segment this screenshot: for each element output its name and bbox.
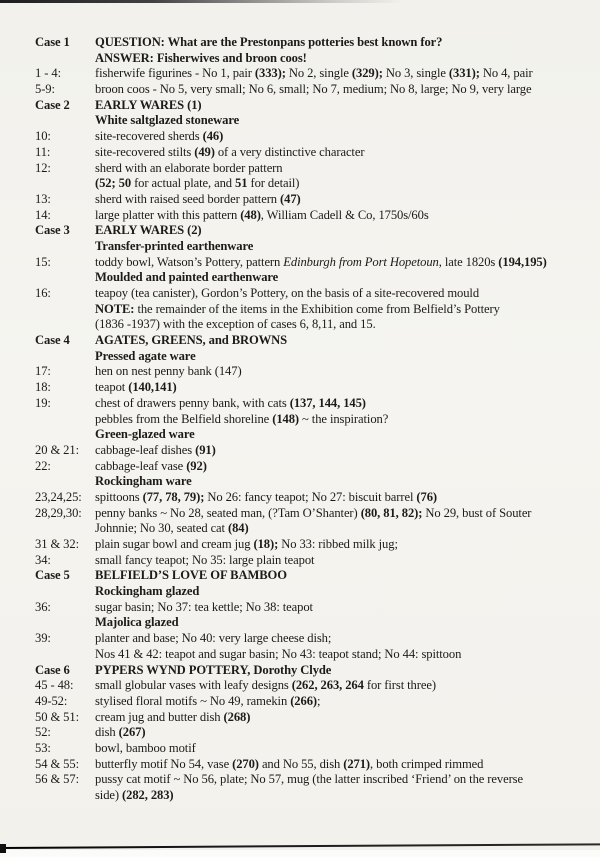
doc-line [0, 678, 600, 694]
item-text [95, 302, 600, 318]
text-segment: fisherwife figurines - No 1, pair [95, 66, 255, 81]
item-number-label: 45 - 48: [35, 678, 74, 693]
text-segment: spittoons [95, 489, 143, 504]
text-segment: small fancy teapot; No 35: large plain teapot [95, 552, 315, 567]
reference-number-bold: White saltglazed stoneware [95, 113, 240, 128]
item-text [95, 270, 600, 286]
item-text [95, 317, 600, 333]
item-text [95, 490, 600, 506]
doc-line [0, 490, 600, 506]
reference-number-bold: (92) [186, 458, 207, 473]
doc-line [0, 412, 600, 428]
doc-line [0, 663, 600, 679]
item-text [95, 694, 600, 710]
item-text [95, 349, 600, 365]
doc-line [0, 129, 600, 145]
item-number-label: 18: [35, 380, 51, 395]
item-text [95, 98, 600, 114]
text-segment: butterfly motif No 54, vase [95, 756, 233, 771]
reference-number-bold: (268) [223, 709, 251, 724]
item-number-label: 39: [35, 631, 51, 646]
reference-number-bold: (270) [232, 756, 259, 771]
item-text [95, 66, 600, 82]
item-number-label: 1 - 4: [35, 66, 61, 81]
item-number-label: 15: [35, 254, 51, 269]
item-number-label: 13: [35, 191, 51, 206]
item-text [95, 615, 600, 631]
reference-number-bold: (49) [194, 144, 215, 159]
reference-number-bold: (267) [118, 725, 146, 740]
scan-bottom-edge-line [0, 843, 600, 849]
item-number-label: 52: [35, 725, 51, 740]
item-number-label: 50 & 51: [35, 709, 79, 724]
text-segment: broon coos - No 5, very small; No 6, small; No 7, medium; No 8, large; No 9, very large [95, 82, 532, 97]
text-segment: stylised floral motifs ~ No 49, ramekin [95, 693, 291, 708]
text-segment: teapot [95, 380, 129, 395]
item-number-label: 28,29,30: [35, 505, 82, 520]
text-segment: sugar basin; No 37: tea kettle; No 38: teapot [95, 599, 313, 614]
text-segment: No 29, bust of Souter [422, 505, 532, 520]
text-segment: No 2, single [285, 66, 352, 81]
item-number-label: Case 1 [35, 35, 70, 49]
item-text [95, 584, 600, 600]
reference-number-bold: QUESTION: What are the Prestonpans potteries best known for? [95, 35, 443, 49]
item-text [95, 710, 600, 726]
text-segment: and No 55, dish [258, 756, 344, 771]
item-number-label: 10: [35, 129, 51, 144]
doc-line [0, 161, 600, 177]
reference-number-bold: (271) [343, 756, 371, 771]
item-text [95, 161, 600, 177]
item-text [95, 663, 600, 679]
item-number-label: 5-9: [35, 82, 55, 97]
scan-bottom-left-mark [0, 844, 6, 853]
scan-top-edge-artifact [0, 0, 402, 3]
item-number-label: 17: [35, 364, 51, 379]
doc-line [0, 82, 600, 98]
text-segment: sherd with an elaborate border pattern [95, 160, 283, 175]
doc-line [0, 317, 600, 333]
doc-line [0, 192, 600, 208]
doc-line [0, 521, 600, 537]
reference-number-bold: Majolica glazed [95, 615, 179, 630]
item-number-label: 20 & 21: [35, 442, 79, 457]
item-text [95, 129, 600, 145]
doc-line [0, 427, 600, 443]
item-number-label: 56 & 57: [35, 772, 79, 787]
item-text [95, 474, 600, 490]
doc-line [0, 568, 600, 584]
doc-line [0, 741, 600, 757]
item-text [95, 286, 600, 302]
item-text [95, 443, 600, 459]
item-text [95, 788, 600, 804]
item-text [95, 145, 600, 161]
doc-line [0, 270, 600, 286]
doc-line [0, 600, 600, 616]
item-text [95, 255, 600, 271]
reference-number-bold: Rockingham ware [95, 474, 192, 489]
doc-line [0, 772, 600, 788]
text-segment: hen on nest penny bank (147) [95, 364, 242, 379]
reference-number-bold: Rockingham glazed [95, 584, 200, 599]
doc-line [0, 364, 600, 380]
doc-line [0, 459, 600, 475]
reference-number-bold: Transfer-printed earthenware [95, 238, 254, 253]
reference-number-bold: NOTE: [95, 301, 135, 316]
doc-line [0, 35, 600, 51]
text-segment: (1836 -1937) with the exception of cases 6, 8,11, and 15. [95, 317, 376, 332]
reference-number-bold: (331); [448, 66, 480, 81]
doc-line [0, 145, 600, 161]
reference-number-bold: (266) [290, 693, 317, 708]
doc-line [0, 66, 600, 82]
item-number-label: 14: [35, 207, 51, 222]
item-number-label: Case 2 [35, 97, 70, 112]
item-text [95, 506, 600, 522]
item-text [95, 427, 600, 443]
reference-number-bold: (77, 78, 79); [142, 489, 205, 504]
item-text [95, 459, 600, 475]
text-segment: cabbage-leaf vase [95, 458, 187, 473]
item-text [95, 521, 600, 537]
item-text [95, 223, 600, 239]
item-number-label: 12: [35, 160, 51, 175]
reference-number-bold: (148) [272, 411, 299, 426]
reference-number-bold: Pressed agate ware [95, 348, 196, 363]
text-segment: side) [95, 788, 123, 802]
text-segment: Johnnie; No 30, seated cat [95, 521, 228, 536]
item-text [95, 678, 600, 694]
reference-number-bold: (282, 283) [122, 788, 174, 802]
text-segment: , William Cadell & Co, 1750s/60s [260, 207, 429, 222]
item-text [95, 192, 600, 208]
text-segment: cabbage-leaf dishes [95, 442, 196, 457]
doc-line [0, 474, 600, 490]
item-text [95, 208, 600, 224]
text-segment: bowl, bamboo motif [95, 740, 196, 755]
doc-line [0, 302, 600, 318]
item-text [95, 412, 600, 428]
item-number-label: 36: [35, 599, 51, 614]
text-segment: No 3, single [382, 66, 449, 81]
doc-line [0, 694, 600, 710]
document-lines [0, 35, 600, 804]
doc-line [0, 333, 600, 349]
text-segment: planter and base; No 40: very large cheese dish; [95, 631, 332, 646]
reference-number-bold: (329); [351, 66, 383, 81]
doc-line [0, 349, 600, 365]
item-number-label: 31 & 32: [35, 537, 79, 551]
doc-line [0, 553, 600, 569]
doc-line [0, 396, 600, 412]
text-segment: ; [316, 693, 321, 708]
item-text [95, 396, 600, 412]
item-text [95, 333, 600, 349]
item-text [95, 772, 600, 788]
reference-number-bold: PYPERS WYND POTTERY, Dorothy Clyde [95, 662, 332, 677]
item-text [95, 82, 600, 98]
reference-number-bold: (48) [240, 207, 261, 222]
reference-number-bold: (46) [202, 129, 224, 144]
reference-number-bold: (137, 144, 145) [289, 395, 366, 410]
scan-bottom-margin [0, 850, 600, 857]
reference-number-bold: (18); [253, 537, 279, 551]
doc-line [0, 710, 600, 726]
text-segment: site-recovered sherds [95, 129, 203, 144]
reference-number-bold: AGATES, GREENS, and BROWNS [95, 333, 288, 348]
reference-number-bold: (140,141) [128, 380, 177, 395]
text-segment: for first three) [363, 678, 436, 693]
item-text [95, 568, 600, 584]
item-number-label: 19: [35, 395, 51, 410]
item-number-label: Case 3 [35, 223, 70, 238]
reference-number-bold: (91) [195, 442, 216, 457]
text-segment: site-recovered stilts [95, 144, 195, 159]
item-text [95, 364, 600, 380]
text-segment: plain sugar bowl and cream jug [95, 537, 254, 551]
item-number-label: 53: [35, 740, 51, 755]
reference-number-bold: BELFIELD’S LOVE OF BAMBOO [95, 568, 287, 583]
item-text [95, 239, 600, 255]
text-segment: of a very distinctive character [214, 144, 365, 159]
doc-line [0, 443, 600, 459]
reference-number-bold: (80, 81, 82); [360, 505, 423, 520]
doc-line [0, 725, 600, 741]
doc-line [0, 506, 600, 522]
doc-line [0, 380, 600, 396]
doc-line [0, 176, 600, 192]
text-segment: toddy bowl, Watson’s Pottery, pattern [95, 254, 284, 269]
item-number-label: 49-52: [35, 693, 68, 708]
text-segment: for detail) [247, 176, 300, 191]
text-segment: Nos 41 & 42: teapot and sugar basin; No 43: teapot stand; No 44: spittoon [95, 646, 462, 661]
doc-line [0, 223, 600, 239]
item-text [95, 113, 600, 129]
reference-number-bold: ANSWER: Fisherwives and broon coos! [95, 50, 307, 65]
doc-line [0, 286, 600, 302]
item-text [95, 553, 600, 569]
doc-line [0, 98, 600, 114]
item-number-label: 11: [35, 144, 51, 159]
doc-line [0, 615, 600, 631]
text-segment: penny banks ~ No 28, seated man, (?Tam O’Shanter) [95, 505, 361, 520]
reference-number-bold: (52; 50 [95, 176, 132, 191]
item-text [95, 380, 600, 396]
reference-number-bold: Green-glazed ware [95, 427, 195, 442]
item-text [95, 600, 600, 616]
reference-number-bold: (47) [280, 191, 301, 206]
doc-line [0, 584, 600, 600]
reference-number-bold: (84) [228, 521, 249, 536]
item-number-label: 34: [35, 552, 51, 567]
reference-number-bold: 51 [235, 176, 248, 191]
text-segment: dish [95, 725, 119, 740]
pattern-name-italic: Edinburgh from Port Hopetoun [283, 254, 439, 269]
item-text [95, 631, 600, 647]
text-segment: the remainder of the items in the Exhibition come from Belfield’s Pottery [134, 301, 500, 316]
doc-line [0, 208, 600, 224]
item-number-label: Case 4 [35, 333, 70, 348]
item-text [95, 725, 600, 741]
text-segment: No 33: ribbed milk jug; [278, 537, 398, 551]
reference-number-bold: (333); [254, 66, 286, 81]
doc-line [0, 113, 600, 129]
doc-line [0, 631, 600, 647]
reference-number-bold: (194,195) [498, 254, 547, 269]
item-number-label: 16: [35, 286, 51, 300]
text-segment: pebbles from the Belfield shoreline [95, 411, 273, 426]
item-number-label: Case 6 [35, 662, 70, 677]
text-segment: teapoy (tea canister), Gordon’s Pottery, on the basis of a site-recovered mould [95, 286, 480, 300]
doc-line [0, 537, 600, 553]
text-segment: for actual plate, and [131, 176, 236, 191]
item-number-label: 54 & 55: [35, 756, 79, 771]
doc-line [0, 788, 600, 804]
text-segment: ~ the inspiration? [299, 411, 389, 426]
text-segment: , late 1820s [438, 254, 499, 269]
text-segment: sherd with raised seed border pattern [95, 191, 281, 206]
text-segment: small globular vases with leafy designs [95, 678, 292, 693]
reference-number-bold: EARLY WARES (1) [95, 97, 202, 112]
item-text [95, 741, 600, 757]
text-segment: cream jug and butter dish [95, 709, 224, 724]
item-text [95, 647, 600, 663]
item-text [95, 35, 600, 51]
text-segment: No 4, pair [479, 66, 533, 81]
doc-line [0, 255, 600, 271]
doc-line [0, 51, 600, 67]
text-segment: chest of drawers penny bank, with cats [95, 395, 290, 410]
item-number-label: 22: [35, 458, 51, 473]
reference-number-bold: EARLY WARES (2) [95, 223, 202, 238]
text-segment: pussy cat motif ~ No 56, plate; No 57, mug (the latter inscribed ‘Friend’ on the reverse [95, 772, 523, 787]
item-text [95, 757, 600, 773]
item-text [95, 537, 600, 553]
reference-number-bold: (262, 263, 264 [291, 678, 364, 693]
doc-line [0, 757, 600, 773]
text-segment: large platter with this pattern [95, 207, 241, 222]
doc-line [0, 239, 600, 255]
text-segment: No 26: fancy teapot; No 27: biscuit barrel [204, 489, 417, 504]
item-text [95, 176, 600, 192]
item-number-label: Case 5 [35, 568, 70, 583]
reference-number-bold: Moulded and painted earthenware [95, 270, 279, 285]
text-segment: , both crimped rimmed [370, 756, 484, 771]
reference-number-bold: (76) [416, 489, 437, 504]
item-text [95, 51, 600, 67]
doc-line [0, 647, 600, 663]
item-number-label: 23,24,25: [35, 489, 82, 504]
